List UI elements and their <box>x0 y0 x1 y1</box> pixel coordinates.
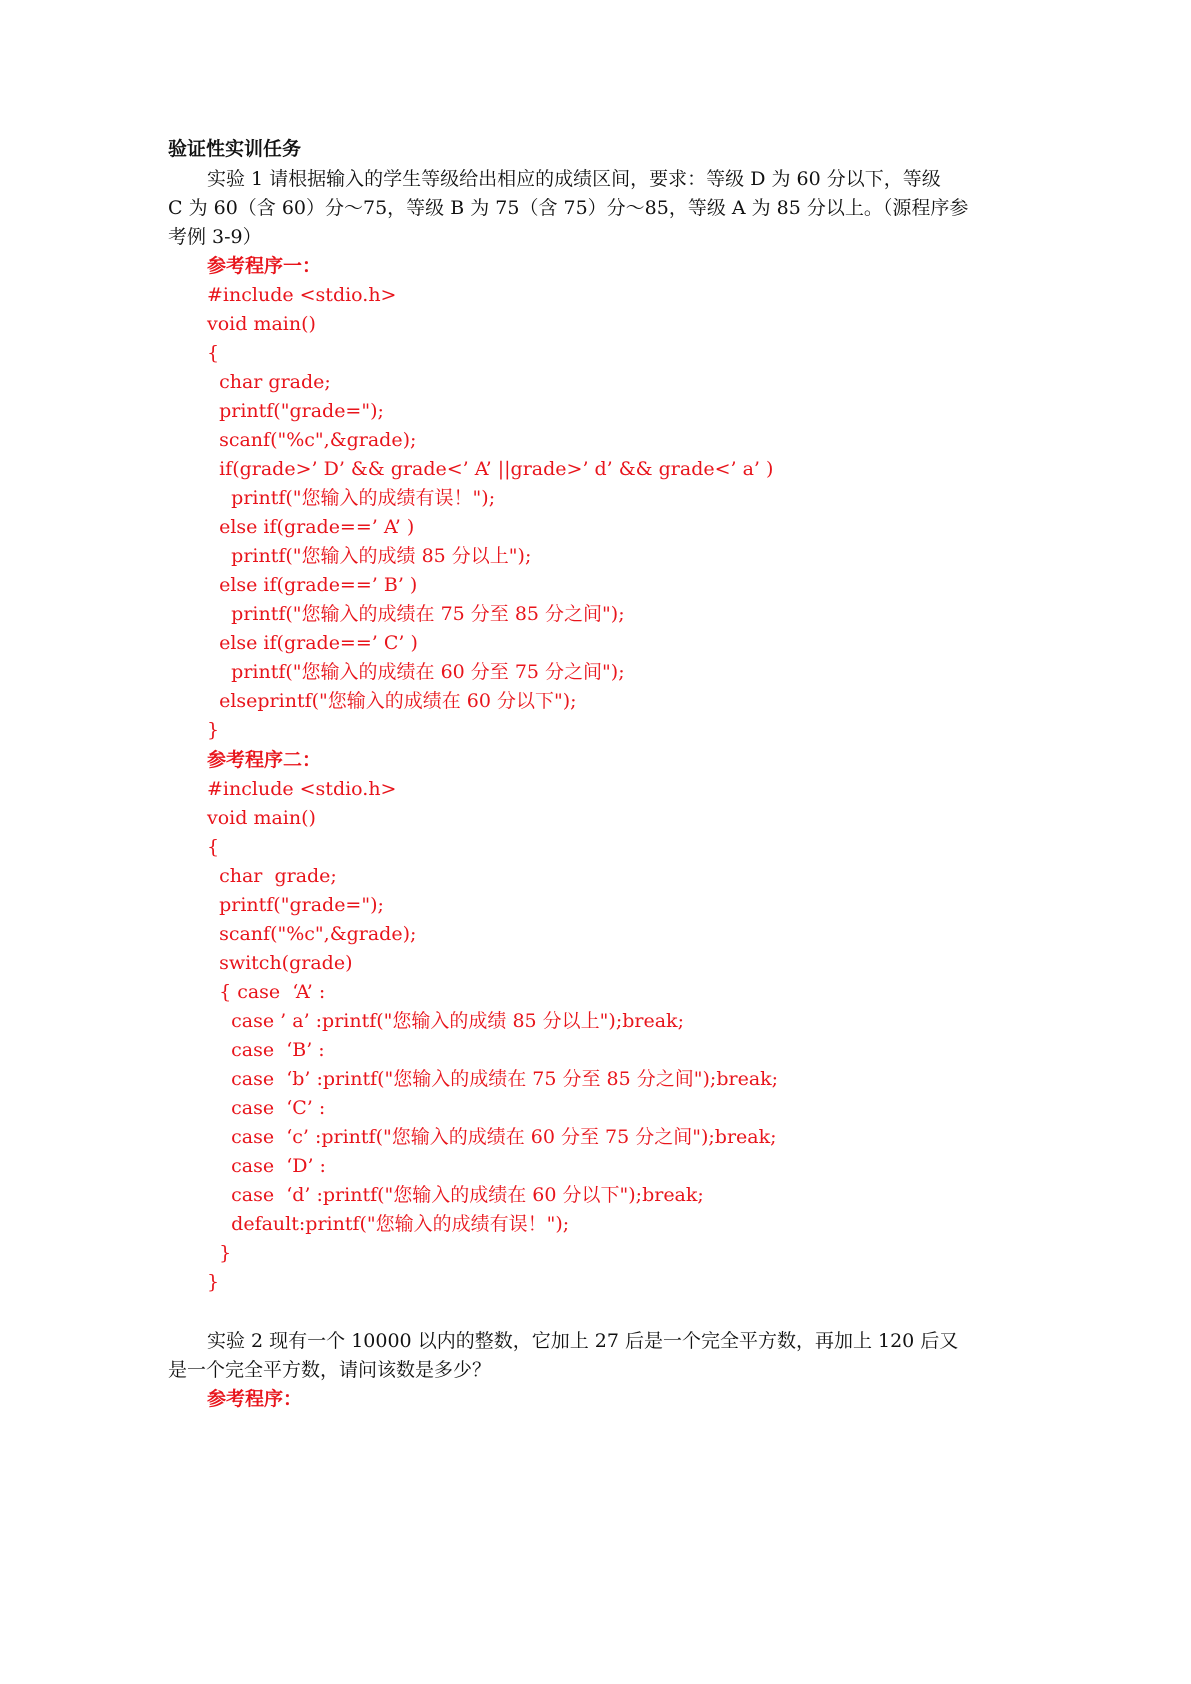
section-title: 验证性实训任务 <box>168 138 302 160</box>
program2-code-line: switch(grade) <box>207 952 353 974</box>
program1-code-line: printf("grade="); <box>207 400 384 422</box>
program1-code-line: printf("您输入的成绩在 60 分至 75 分之间"); <box>207 661 625 683</box>
program2-code-line: case ‘B’ : <box>207 1039 325 1061</box>
program1-code-line: printf("您输入的成绩有误！"); <box>207 487 496 509</box>
program1-code-line: { <box>207 342 220 364</box>
program1-code-line: printf("您输入的成绩 85 分以上"); <box>207 545 532 567</box>
program1-code-line: elseprintf("您输入的成绩在 60 分以下"); <box>207 690 577 712</box>
program1-code-line: void main() <box>207 313 316 335</box>
program1-code-line: if(grade>’ D’ && grade<’ A’ ||grade>’ d’ && grade<’ a’ ) <box>207 458 774 480</box>
program2-code-line: case ‘b’ :printf("您输入的成绩在 75 分至 85 分之间");break; <box>207 1068 779 1090</box>
program1-code-line: else if(grade==’ C’ ) <box>207 632 418 654</box>
experiment2-line-1: 实验 2 现有一个 10000 以内的整数，它加上 27 后是一个完全平方数，再加上 120 后又 <box>207 1330 959 1352</box>
program1-code-line: else if(grade==’ A’ ) <box>207 516 415 538</box>
program2-code-line: case ‘D’ : <box>207 1155 326 1177</box>
program2-code-line: default:printf("您输入的成绩有误！"); <box>207 1213 570 1235</box>
program2-code-line: void main() <box>207 807 316 829</box>
program2-code-line: case ’ a’ :printf("您输入的成绩 85 分以上");break; <box>207 1010 684 1032</box>
program2-code-line: case ‘d’ :printf("您输入的成绩在 60 分以下");break; <box>207 1184 704 1206</box>
program2-code-line: case ‘C’ : <box>207 1097 326 1119</box>
experiment1-line-1: 实验 1 请根据输入的学生等级给出相应的成绩区间，要求：等级 D 为 60 分以下，等级 <box>207 168 941 190</box>
program1-code-line: #include <stdio.h> <box>207 284 397 306</box>
experiment1-line-2: C 为 60（含 60）分～75，等级 B 为 75（含 75）分～85，等级 A 为 85 分以上。（源程序参 <box>168 197 969 219</box>
program2-label: 参考程序二： <box>207 749 322 771</box>
program1-code-line: } <box>207 719 220 741</box>
program2-code-line: case ‘c’ :printf("您输入的成绩在 60 分至 75 分之间");break; <box>207 1126 777 1148</box>
experiment1-line-3: 考例 3-9） <box>168 226 262 248</box>
program1-code-line: scanf("%c",&grade); <box>207 429 417 451</box>
program1-code-line: printf("您输入的成绩在 75 分至 85 分之间"); <box>207 603 625 625</box>
program2-code-line: printf("grade="); <box>207 894 384 916</box>
program2-code-line: scanf("%c",&grade); <box>207 923 417 945</box>
program2-code-line: } <box>207 1271 220 1293</box>
program1-code-line: else if(grade==’ B’ ) <box>207 574 418 596</box>
experiment2-line-2: 是一个完全平方数，请问该数是多少？ <box>168 1359 492 1381</box>
program2-code-line: char grade; <box>207 865 337 887</box>
program2-code-line: { <box>207 836 220 858</box>
program2-code-line: } <box>207 1242 232 1264</box>
program2-code-line: { case ‘A’ : <box>207 981 326 1003</box>
program1-code-line: char grade; <box>207 371 331 393</box>
program1-label: 参考程序一： <box>207 255 322 277</box>
program2-code-line: #include <stdio.h> <box>207 778 397 800</box>
program3-label: 参考程序： <box>207 1388 303 1410</box>
